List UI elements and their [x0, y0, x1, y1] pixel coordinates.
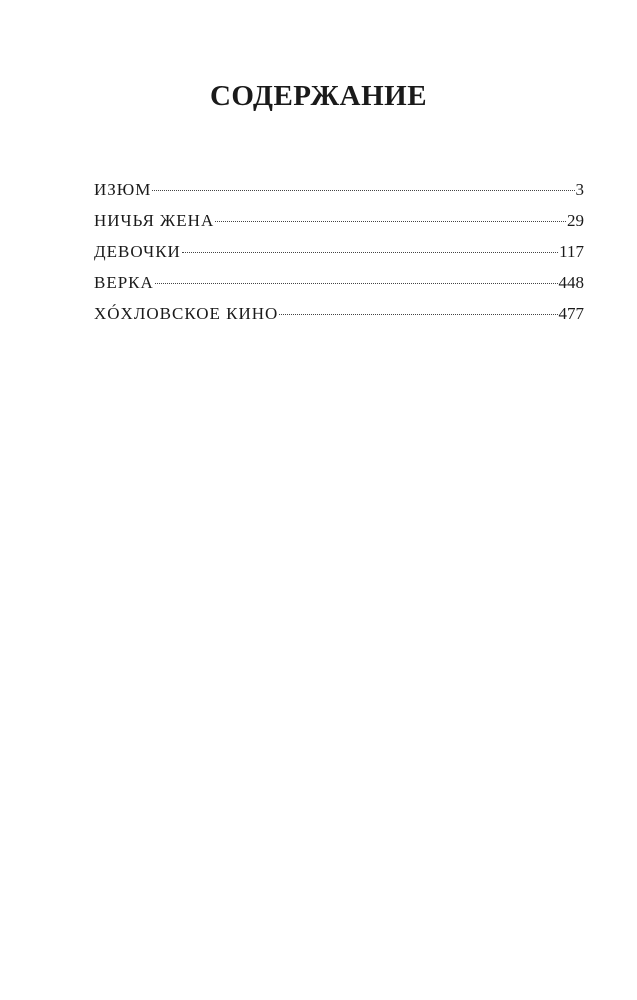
toc-entry-title: ДЕВОЧКИ — [94, 242, 181, 261]
page-title: СОДЕРЖАНИЕ — [209, 80, 428, 112]
toc-entry-page: 29 — [567, 211, 584, 230]
toc-entry-title: ХÓХЛОВСКОЕ КИНО — [94, 304, 279, 323]
toc-entry-page: 477 — [558, 304, 584, 323]
dot-leader — [279, 314, 557, 315]
toc-entry-page: 3 — [575, 180, 584, 199]
toc-entry-page: 448 — [558, 273, 584, 292]
dot-leader — [152, 190, 574, 191]
toc-entry-nichya-zhena — [94, 211, 584, 242]
dot-leader — [215, 221, 566, 222]
toc-entry-title: НИЧЬЯ ЖЕНА — [94, 211, 215, 230]
toc-entry-izyum — [94, 180, 584, 211]
toc-entry-page: 117 — [559, 242, 584, 261]
dot-leader — [155, 283, 558, 284]
toc-entry-title: ИЗЮМ — [94, 180, 152, 199]
toc-entry-khokhlovskoe-kino — [94, 304, 584, 335]
toc-entry-verka — [94, 273, 584, 304]
toc-entry-devochki — [94, 242, 584, 273]
table-of-contents — [94, 180, 584, 335]
toc-entry-title: ВЕРКА — [94, 273, 154, 292]
dot-leader — [182, 252, 558, 253]
